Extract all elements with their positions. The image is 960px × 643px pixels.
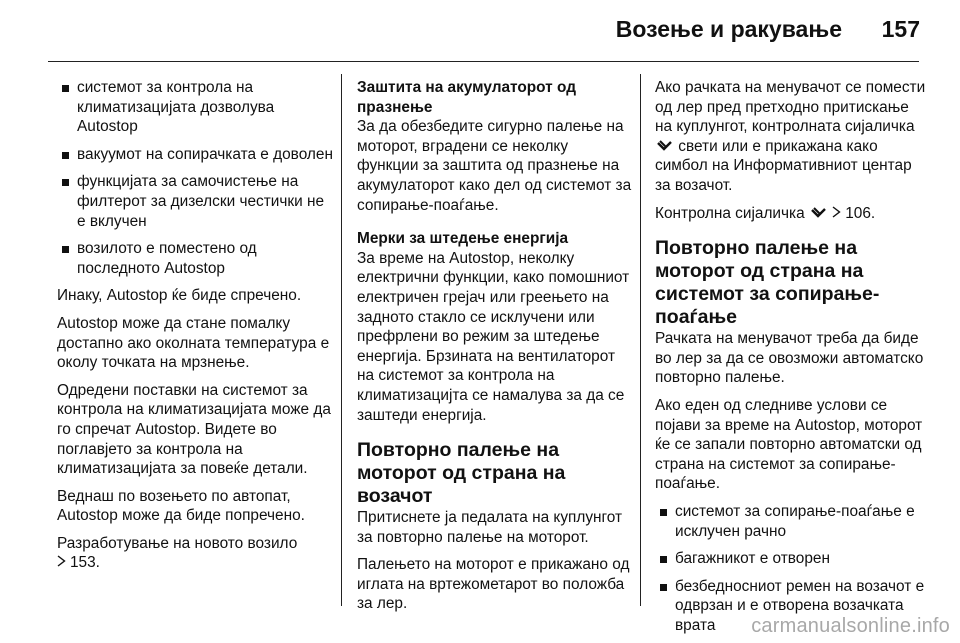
paragraph: За да обезбедите сигурно палење на моторот, вградени се неколку функции за заштита од празнење на акумулаторот како дел од системот за сопирање-поаѓање. <box>357 118 632 214</box>
column-2 <box>357 78 633 622</box>
page-reference-icon <box>57 553 66 573</box>
list-item: безбедносниот ремен на возачот е одврзан и е отворена возачката врата <box>655 577 927 636</box>
list-item: вакуумот на сопирачката е доволен <box>57 145 335 165</box>
paragraph <box>57 534 335 573</box>
paragraph-text: свети или е прикажана како симбол на Информативниот центар за возачот. <box>655 137 912 194</box>
paragraph-text: Ако рачката на менувачот се помести од лер пред претходно притискање на куплунгот, контролната сијаличка <box>655 79 926 136</box>
paragraph-text: Контролна сијаличка <box>655 204 805 222</box>
column-1 <box>57 78 335 581</box>
paragraph: За време на Autostop, неколку електрични функции, како помошниот електричен грејач или греењето на задното стакло се исклучени или префрлени во режим за штедење енергија. Брзината на вентилаторот на системот за контрола на климатизацијта се намалува за да се заштеди енергија. <box>357 249 630 424</box>
paragraph: Инаку, Autostop ќе биде спречено. <box>57 287 302 305</box>
page-reference-icon <box>832 204 841 224</box>
page-reference-link[interactable]: 153. <box>70 554 100 572</box>
list-item: функцијата за самочистење на филтерот за дизелски честички не е вклучен <box>57 172 335 231</box>
paragraph: Autostop може да стане помалку достапно ако околната температура е околу точката на мрзнење. <box>57 314 330 372</box>
list-item: багажникот е отворен <box>655 549 927 569</box>
shift-lamp-icon <box>811 205 826 217</box>
paragraph <box>655 204 927 224</box>
column-divider-1 <box>341 74 342 606</box>
paragraph: Веднаш по возењето по автопат, Autostop може да биде попречено. <box>57 487 305 525</box>
subheading: Мерки за штедење енергија <box>357 230 569 248</box>
paragraph <box>655 78 927 196</box>
list-item: возилото е поместено од последното Autostop <box>57 239 335 278</box>
paragraph: Палењето на моторот е прикажано од иглата на вртежометарот во положба за лер. <box>357 556 630 613</box>
paragraph: Одредени поставки на системот за контрола на климатизацијата може да го спречат Autostop. Видете во поглавјето за контрола на климатизацијата за повеќе детали. <box>57 381 331 478</box>
page-number: 157 <box>881 16 920 42</box>
watermark: carmanualsonline.info <box>751 615 950 637</box>
section-heading: Повторно палење на моторот од страна на системот за сопирање-поаѓање <box>655 237 880 329</box>
paragraph: Притиснете ја педалата на куплунгот за повторно палење на моторот. <box>357 509 623 546</box>
page-reference-link[interactable]: 106. <box>845 204 876 222</box>
header-rule <box>48 61 919 62</box>
list-item: системот за сопирање-поаѓање е исклучен рачно <box>655 502 927 541</box>
section-heading: Повторно палење на моторот од страна на возачот <box>357 439 566 508</box>
paragraph-text: Разработувањe на новото возило <box>57 534 298 552</box>
column-divider-2 <box>640 74 641 606</box>
shift-lamp-icon <box>657 138 672 150</box>
subheading: Заштита на акумулаторот од празнење <box>357 79 576 116</box>
section-title: Возење и ракување <box>615 16 842 42</box>
paragraph: Ако еден од следниве услови се појави за време на Autostop, моторот ќе се запали повторно автоматски од страна на системот за сопирање-поаѓање. <box>655 396 923 493</box>
column-3 <box>655 78 927 643</box>
list-item: системот за контрола на климатизацијата дозволува Autostop <box>57 78 335 137</box>
paragraph: Рачката на менувачот треба да биде во лер за да се овозможи автоматско повторно палење. <box>655 330 924 387</box>
page-header <box>0 0 960 62</box>
